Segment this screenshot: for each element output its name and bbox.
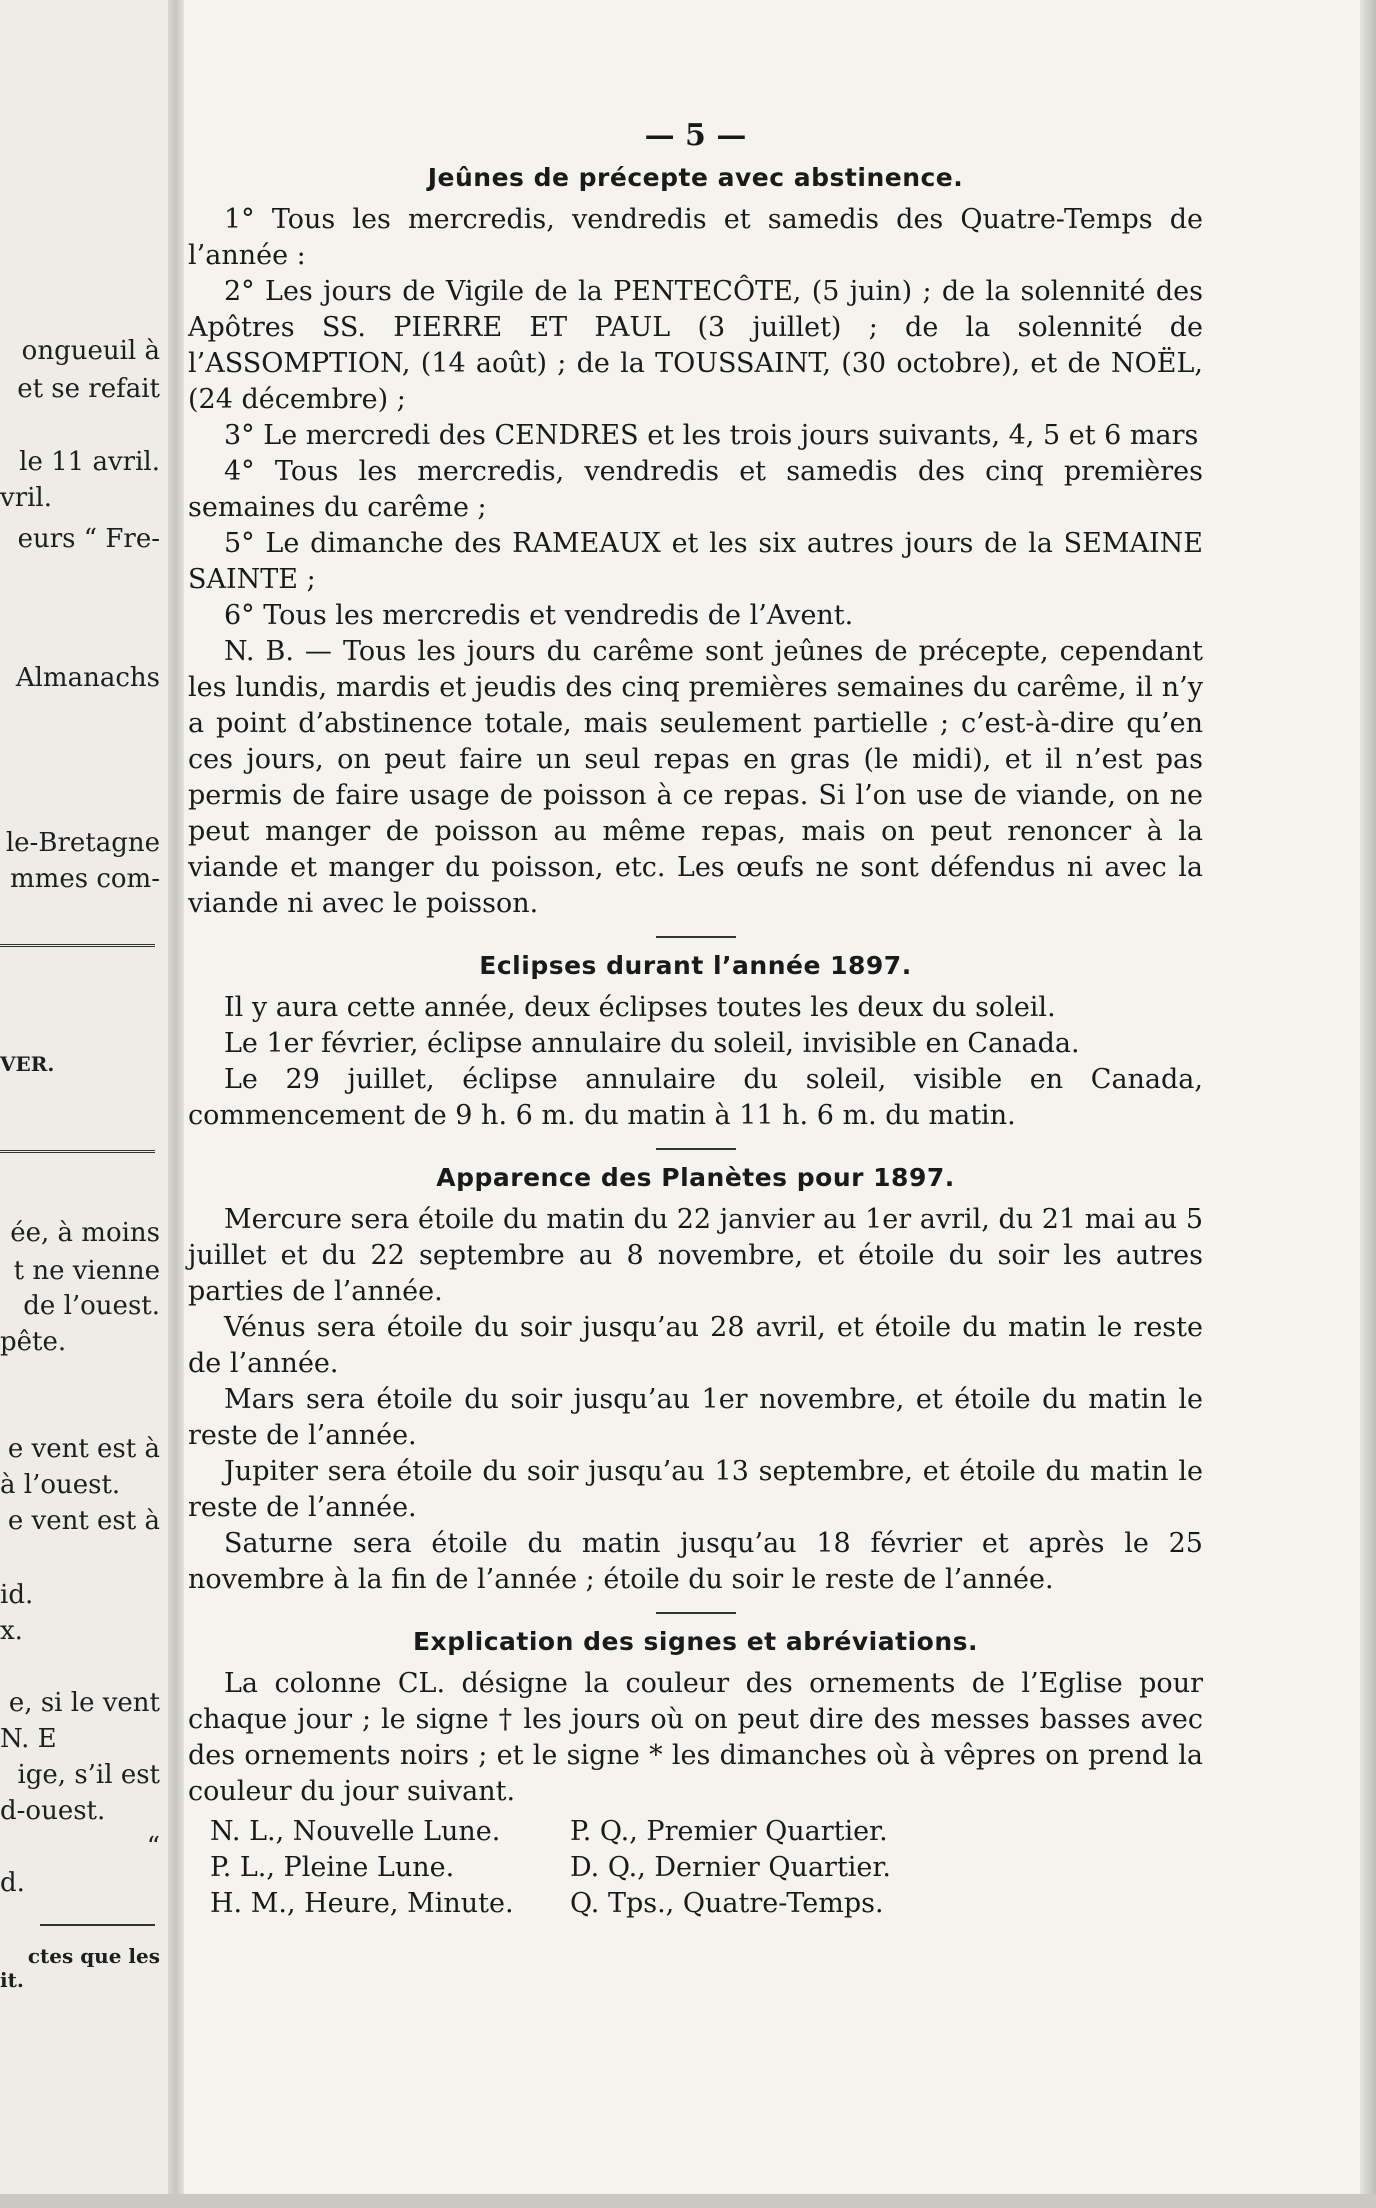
section-planetes [188, 1160, 1203, 1598]
adjacent-page-fragment [0, 0, 180, 2208]
paragraph: 3° Le mercredi des CENDRES et les trois jours suivants, 4, 5 et 6 mars [224, 420, 1199, 451]
section-title: Apparence des Planètes pour 1897. [436, 1163, 955, 1192]
paragraph: 1° Tous les mercredis, vendredis et samedis des Quatre-Temps de l’année : [188, 204, 1203, 271]
section-title: Explication des signes et abréviations. [412, 1627, 978, 1656]
fragment-line: x. [0, 1616, 23, 1646]
paragraph: Le 1er février, éclipse annulaire du soleil, invisible en Canada. [224, 1028, 1080, 1059]
fragment-line: ctes que les [27, 1944, 160, 1968]
fragment-line: e vent est à [7, 1506, 160, 1536]
abbreviation-item: Q. Tps., Quatre-Temps. [570, 1888, 884, 1919]
paragraph: 5° Le dimanche des RAMEAUX et les six autres jours de la SEMAINE SAINTE ; [188, 528, 1203, 595]
abbreviation-item: P. Q., Premier Quartier. [570, 1816, 888, 1847]
section-eclipses [188, 948, 1203, 1134]
fragment-rule [0, 1150, 155, 1153]
fragment-line: d-ouest. [0, 1796, 106, 1826]
fragment-line: le-Bretagne [5, 828, 160, 858]
fragment-line: ongueuil à [21, 336, 160, 366]
abbreviation-item: P. L., Pleine Lune. [210, 1852, 455, 1883]
fragment-line: à l’ouest. [0, 1470, 121, 1500]
fragment-line: mmes com- [10, 864, 160, 894]
fragment-line: le 11 avril. [19, 447, 160, 477]
fragment-line: it. [0, 1968, 24, 1992]
paragraph: Il y aura cette année, deux éclipses toutes les deux du soleil. [224, 992, 1056, 1023]
fragment-line: e, si le vent [8, 1688, 160, 1718]
paragraph: N. B. — Tous les jours du carême sont jeûnes de précepte, cependant les lundis, mardis et jeudis des cinq premières semaines du carême, il n’y a point d’abstinence totale, mais seulement partielle ; c’est-à-dire qu’en ces jours, on peut faire un seul repas en gras (le midi), et il n’est pas permis de faire usage de poisson à ce repas. Si l’on use de viande, on ne peut manger de poisson au même repas, mais on peut renoncer à la viande et manger du poisson, etc. Les œufs ne sont défendus ni avec la viande ni avec le poisson. [188, 636, 1203, 919]
fragment-line: t ne vienne [13, 1256, 160, 1286]
fragment-line: Almanachs [15, 663, 160, 693]
paragraph: Mercure sera étoile du matin du 22 janvier au 1er avril, du 21 mai au 5 juillet et du 22 septembre au 8 novembre, et étoile du soir les autres parties de l’année. [188, 1204, 1203, 1307]
paragraph: Le 29 juillet, éclipse annulaire du soleil, visible en Canada, commencement de 9 h. 6 m. du matin à 11 h. 6 m. du matin. [188, 1064, 1203, 1131]
book-gutter [168, 0, 184, 2208]
section-signes [188, 1624, 1203, 1922]
fragment-line: ée, à moins [10, 1218, 160, 1248]
section-title: Eclipses durant l’année 1897. [479, 951, 912, 980]
paragraph: Jupiter sera étoile du soir jusqu’au 13 septembre, et étoile du matin le reste de l’année. [188, 1456, 1203, 1523]
section-jeunes [188, 160, 1203, 922]
fragment-line: N. E [0, 1724, 57, 1754]
fragment-line: ige, s’il est [17, 1760, 160, 1790]
abbreviation-item: H. M., Heure, Minute. [210, 1888, 514, 1919]
paragraph: 6° Tous les mercredis et vendredis de l’Avent. [224, 600, 854, 631]
fragment-rule [40, 1924, 155, 1926]
fragment-line: “ [146, 1832, 160, 1862]
paragraph: 2° Les jours de Vigile de la PENTECÔTE, (5 juin) ; de la solennité des Apôtres SS. PIERRE ET PAUL (3 juillet) ; de la solennité de l’ASSOMPTION, (14 août) ; de la TOUSSAINT, (30 octobre), et de NOËL, (24 décembre) ; [188, 276, 1203, 415]
fragment-line: d. [0, 1868, 25, 1898]
fragment-line: e vent est à [7, 1434, 160, 1464]
fragment-line: de l’ouest. [23, 1291, 160, 1321]
paragraph: Mars sera étoile du soir jusqu’au 1er novembre, et étoile du matin le reste de l’année. [188, 1384, 1203, 1451]
fragment-rule [0, 944, 155, 947]
fragment-line: vril. [0, 483, 53, 513]
page-edge [1360, 0, 1376, 2208]
paragraph: La colonne CL. désigne la couleur des ornements de l’Eglise pour chaque jour ; le signe † les jours où on peut dire des messes basses avec des ornements noirs ; et le signe * les dimanches où à vêpres on prend la couleur du jour suivant. [188, 1668, 1203, 1807]
page-edge-bottom [0, 2194, 1376, 2208]
fragment-line: VER. [0, 1052, 55, 1076]
section-divider [656, 936, 736, 938]
fragment-line: et se refait [17, 374, 160, 404]
section-divider [656, 1612, 736, 1614]
page-number: — 5 — [644, 118, 747, 153]
abbreviation-item: N. L., Nouvelle Lune. [210, 1816, 501, 1847]
abbreviation-item: D. Q., Dernier Quartier. [570, 1852, 891, 1883]
abbreviation-list [188, 1814, 1203, 1922]
fragment-line: pête. [0, 1327, 67, 1357]
section-title: Jeûnes de précepte avec abstinence. [427, 163, 964, 192]
section-divider [656, 1148, 736, 1150]
fragment-line: eurs “ Fre- [17, 524, 160, 554]
page-content [188, 118, 1203, 1922]
paragraph: Saturne sera étoile du matin jusqu’au 18 février et après le 25 novembre à la fin de l’année ; étoile du soir le reste de l’année. [188, 1528, 1203, 1595]
paragraph: 4° Tous les mercredis, vendredis et samedis des cinq premières semaines du carême ; [188, 456, 1203, 523]
paragraph: Vénus sera étoile du soir jusqu’au 28 avril, et étoile du matin le reste de l’année. [188, 1312, 1203, 1379]
fragment-line: id. [0, 1580, 34, 1610]
